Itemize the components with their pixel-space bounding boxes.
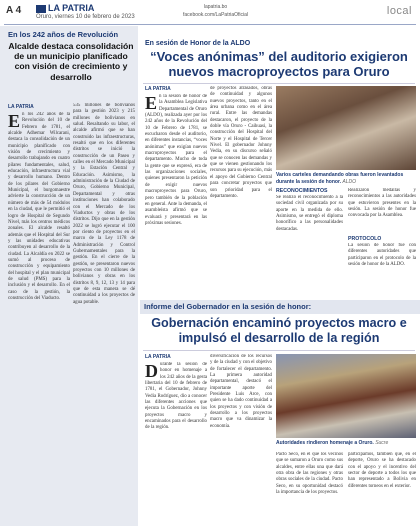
bottom-article-byline: LA PATRIA <box>145 354 171 360</box>
web-info: lapatria.bo facebook.com/LaPatriaOficial <box>183 4 249 18</box>
left-article-col1: En los 242 años de la Revolución del 10 de Febrero de 1781, el alcalde Adhemar Wilcarani, destaca la consolidación de un municipio planificado con visión de crecimiento y desarrollo trabajando en cuatro pilares fundamentales, salud, educación, infraestructura vial y desarrollo humano. Dentro de los pilares del Gobierno Municipal, el burgomaestre advierte la construcción de un número de más de 54 módulos en la ciudad, que le permitió el logro de Hospital de Segundo Nivel, más los centros médicos zonales. El alcalde resaltó además que el Hospital del Sur y las unidades educativas contribuyen al desarrollo de la ciudad. La Alcaldía en 2022 se sumó al proceso de construcción y equipamiento del hospital y el plan municipal de salud (PMS) para la inclusión y el desarrollo. En el caso de la gestión, la construcción del Viaducto. <box>8 112 70 301</box>
newspaper-logo: LA PATRIA <box>36 3 94 13</box>
top-article-subhead-protocol: PROTOCOLO <box>348 236 382 242</box>
logo-icon <box>36 5 46 13</box>
bottom-article-col1: Durante la sesión de honor en homenaje a los 242 años de la gesta libertaria del 10 de febrero de 1781, el Gobernador, Johnny Vedia Rodríguez, dio a conocer las diferentes acciones que ejecuta la Gobernación en los proyectos macro y encaminados para el desarrollo de la región. <box>145 362 207 431</box>
bottom-article-photo-caption: Autoridades rindieron homenaje a Oruro. Sucre <box>276 440 389 446</box>
bottom-article-col4: participamos, también que, en el deporte, Oruro se ha destacado con el apoyo y el incentivo del sector de deporte a todos los que han representado a Bolivia en diferentes torneos en el exterior. <box>348 452 416 489</box>
bottom-article-kicker: Informe del Gobernador en la sesión de honor: <box>144 302 312 311</box>
bottom-article-divider <box>143 350 415 351</box>
top-article-divider <box>143 83 415 84</box>
top-article-kicker: En sesión de Honor de la ALDO <box>145 40 251 47</box>
top-article-col4: Realizaron medallas y reconocimientos a las autoridades que estuvieron presentes en la sesión. La sesión de honor fue convocada por la Asamblea. <box>348 188 416 219</box>
top-article-byline: LA PATRIA <box>145 86 171 92</box>
left-article-kicker: En los 242 años de Revolución <box>8 30 119 39</box>
page-number: A 4 <box>6 5 22 16</box>
top-article-headline: “Voces anónimas” del auditorio exigieron nuevos macroproyectos para Oruro <box>150 49 408 79</box>
top-article-photo-caption: Varios carteles demandando obras fueron levantados durante la sesión de honor. ALDO <box>276 172 404 185</box>
top-article-col4b: La sesión de honor fue con diferentes autoridades que participaron en el protocolo de la sesión de honor de la ALDO. <box>348 243 416 268</box>
top-article-subhead-recognitions: RECONOCIMIENTOS <box>276 188 328 194</box>
section-label: local <box>386 5 412 17</box>
issue-date: Oruro, viernes 10 de febrero de 2023 <box>36 14 135 20</box>
top-article-col1: En la sesión de honor de la Asamblea Legislativa Departamental de Oruro (ALDO), realizada ayer por los 242 años de la Revolución del 10 de Febrero de 1781, se escucharon desde el auditorio, en diferentes instancias, “voces anónimas” que exigían nuevos macroproyectos para el departamento. Mucho de toda la gente que se expresó, era de las organizaciones sociales, quienes presentaron la petición de exigir nuevos macroproyectos para Oruro, pero también de la población en general. Ante la demanda, el asambleísta afirmó que se evaluará y presentará en las próximas sesiones. <box>145 94 207 226</box>
bottom-article-col2: diversificación de los recursos y de la ciudad y con el objetivo de fortalecer el departamento. La primera autoridad departamental, destacó el importante aporte del Presidente Luis Arce, con quien se ha dado continuidad a los proyectos y con visión de desarrollo a los proyectos macro que va dinamizar la economía. <box>210 354 272 429</box>
bottom-article-headline: Gobernación encaminó proyectos macro e impulsó el desarrollo de la región <box>151 316 407 345</box>
top-article-col3: Se realizó el reconocimiento a la sociedad civil organizada por su aporte en la medida de ello. Asimismo, se entregó el diploma honorífico a las personalidades destacadas. <box>276 195 343 232</box>
bottom-article-photo <box>276 354 416 438</box>
top-article-col2: de proyectos atrasados, obras de continuidad y algunos nuevos proyectos, tanto en el área urbana como en el área rural. Entre las demandas destacaron, el proyecto de la doble vía Oruro - Caihuasi, la construcción del Hospital del Norte y el Hospital de Tercer Nivel. El gobernador Johnny Vedia, en su discurso señaló que se conocen las demandas y que se vienen gestionando los recursos para su ejecución, más el apoyo del Gobierno Central para concretar proyectos que son prioridad para el departamento. <box>210 86 272 199</box>
left-article-col2: 535 millones de bolivianos para la gestión 2023 y 215 millones de bolivianos en salud. Resaltando su labor, el alcalde afirmó que se han construido las infraestructuras, resaltó que en los diferentes distritos se inició la construcción de un Paseo y calles en el Mercado Municipal y la Estación Central y Educación. Asimismo, la administración de la Ciudad de Oruro, Gobierno Municipal, Departamental y otras instituciones han colaborado con el Mercado de los Viaductos y obras de los distritos. Dijo que en la gestión 2022 se logró ejecutar el 100 por ciento de proyectos en el marco de la Ley 1178 de Administración y Control Gubernamentales para la gestión. En el cierre de la gestión, se presentaron nuevos proyectos con 10 millones de bolivianos y obras en los distritos 8, 9, 12, 13 y 14 para que de esta manera se dé continuidad a los proyectos de agua potable. <box>73 103 135 305</box>
left-article-title: Alcalde destaca consolidación de un municipio planificado con visión de crecimiento y desarrollo <box>8 41 134 82</box>
left-article-byline: LA PATRIA <box>8 104 34 110</box>
header-divider <box>4 24 416 25</box>
top-article-photo <box>276 86 416 170</box>
bottom-article-col3: Pacto Seco, en el que los vecinos que se sumaron a Oruro como sus alcaldes, entre ellas una que dará otra obra de las regiones y otras obras sociales de la ciudad. Pacto Seco, en su oportunidad destacó la importancia de los proyectos. <box>276 452 343 496</box>
